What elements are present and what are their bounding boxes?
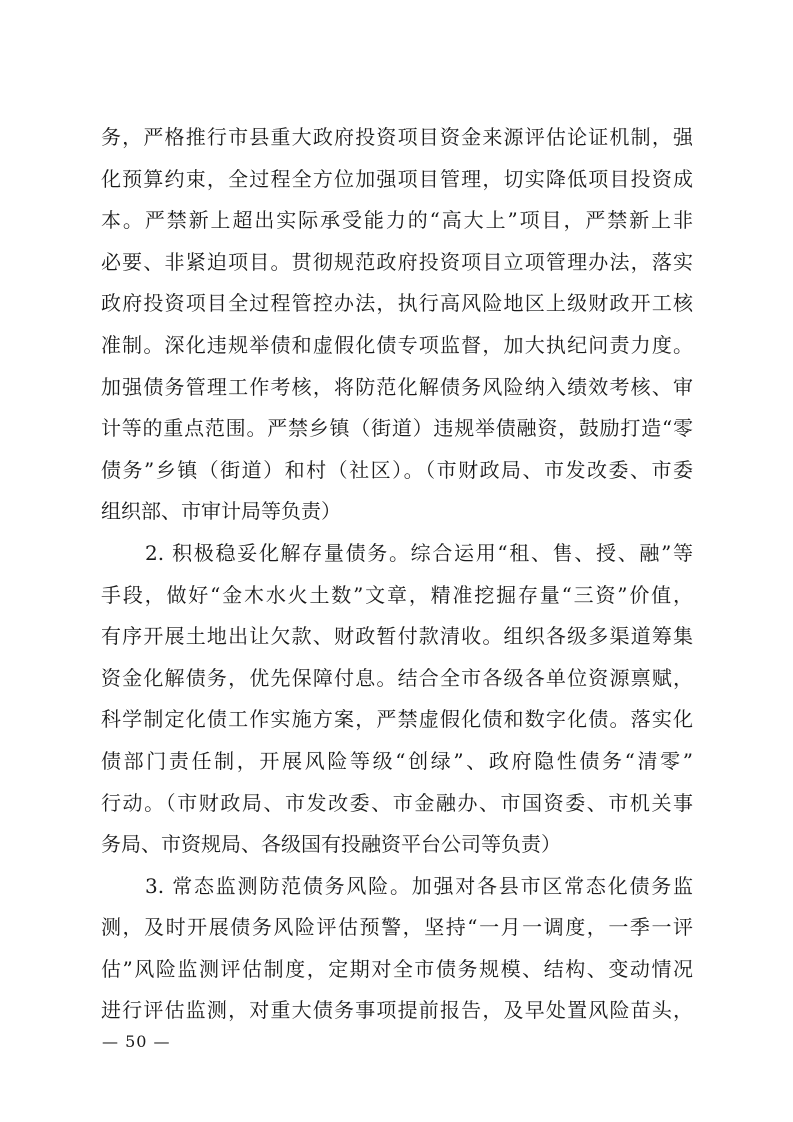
body-line: 手段，做好“金木水火土数”文章，精准挖掘存量“三资”价值， — [101, 582, 693, 607]
body-line: 进行评估监测，对重大债务事项提前报告，及早处置风险苗头， — [101, 998, 693, 1023]
body-line: 有序开展土地出让欠款、财政暂付款清收。组织各级多渠道筹集 — [101, 624, 693, 649]
body-line: 资金化解债务，优先保障付息。结合全市各级各单位资源禀赋， — [101, 665, 693, 690]
document-body — [101, 117, 693, 1032]
body-line: 政府投资项目全过程管控办法，执行高风险地区上级财政开工核 — [101, 291, 693, 316]
body-line: 务，严格推行市县重大政府投资项目资金来源评估论证机制，强 — [101, 125, 693, 149]
body-line: 加强债务管理工作考核，将防范化解债务风险纳入绩效考核、审 — [101, 374, 693, 399]
body-line: 行动。（市财政局、市发改委、市金融办、市国资委、市机关事 — [101, 790, 693, 815]
body-line: 本。严禁新上超出实际承受能力的“高大上”项目，严禁新上非 — [101, 208, 693, 233]
body-line: 务局、市资规局、各级国有投融资平台公司等负责） — [101, 832, 561, 857]
body-line: 准制。深化违规举债和虚假化债专项监督，加大执纪问责力度。 — [101, 332, 693, 357]
body-line: 组织部、市审计局等负责） — [101, 499, 341, 524]
body-line: 测，及时开展债务风险评估预警，坚持“一月一调度，一季一评 — [101, 915, 693, 940]
body-line: 债部门责任制，开展风险等级“创绿”、政府隐性债务“清零” — [101, 748, 693, 773]
body-line: 3. 常态监测防范债务风险。加强对各县市区常态化债务监 — [145, 873, 693, 898]
body-line: 化预算约束，全过程全方位加强项目管理，切实降低项目投资成 — [101, 166, 693, 191]
body-line: 计等的重点范围。严禁乡镇（街道）违规举债融资，鼓励打造“零 — [101, 416, 693, 441]
body-line: 科学制定化债工作实施方案，严禁虚假化债和数字化债。落实化 — [101, 707, 693, 732]
page-number: — 50 — — [102, 1032, 171, 1051]
body-line: 必要、非紧迫项目。贯彻规范政府投资项目立项管理办法，落实 — [101, 249, 693, 274]
body-line: 2. 积极稳妥化解存量债务。综合运用“租、售、授、融”等 — [145, 540, 693, 565]
body-line: 估”风险监测评估制度，定期对全市债务规模、结构、变动情况 — [101, 956, 693, 981]
body-line: 债务”乡镇（街道）和村（社区）。（市财政局、市发改委、市委 — [101, 457, 693, 482]
